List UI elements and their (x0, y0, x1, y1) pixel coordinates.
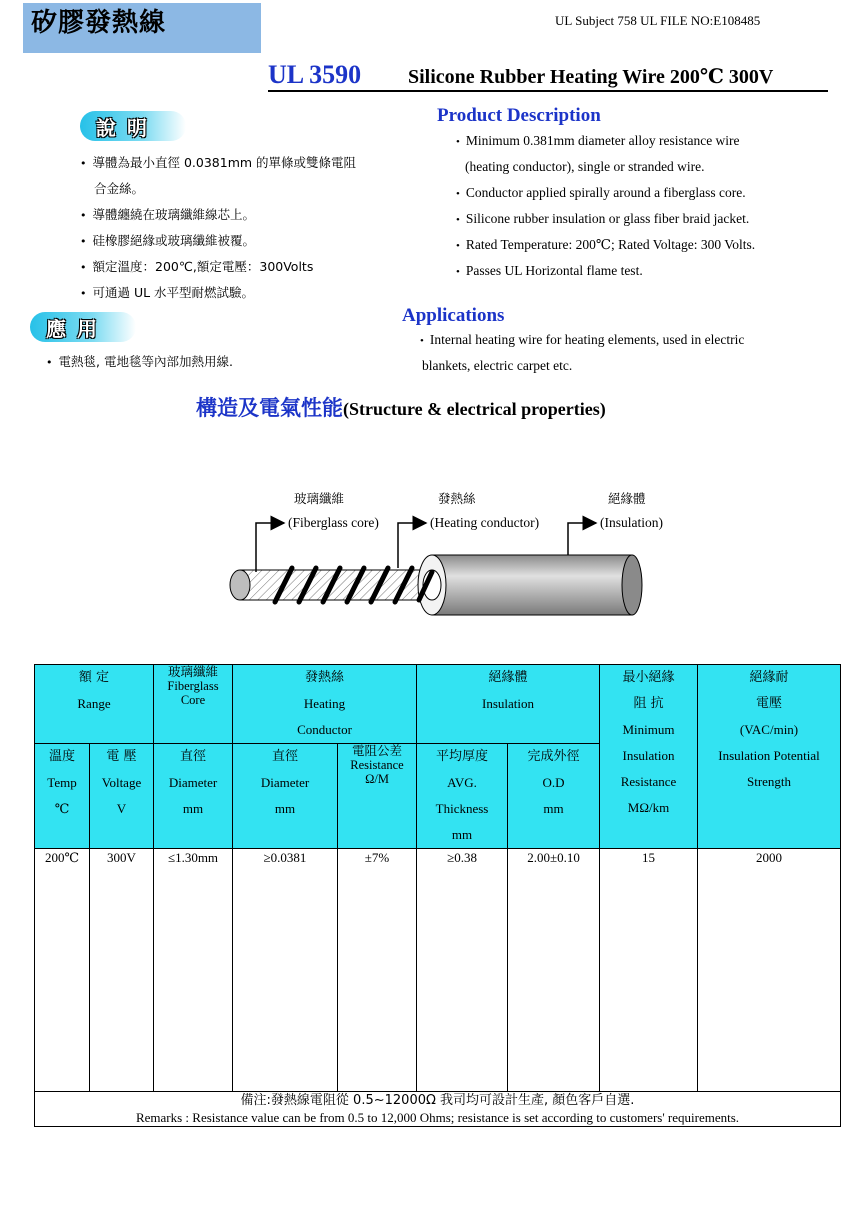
wire-structure-diagram (220, 510, 650, 630)
insulation-label-en: (Insulation) (600, 515, 663, 530)
potential-value: 2000 (698, 849, 841, 1092)
fiberglass-label-en: (Fiberglass core) (288, 515, 379, 530)
en-desc-item: • Passes UL Horizontal flame test. (456, 263, 643, 278)
insulation-header: 絕緣體 Insulation (417, 665, 600, 744)
conductor-diameter-header: 直徑 Diameter mm (233, 744, 338, 849)
insulation-label-zh: 絕緣體 (608, 491, 646, 506)
remarks-row (35, 1092, 841, 1127)
remarks-en: Remarks : Resistance value can be from 0.5 to 12,000 Ohms; resistance is set according to customers' requirements. (135, 1110, 740, 1125)
zh-desc-item: • 導體為最小直徑 0.0381mm 的單條或雙條電阻 (80, 155, 357, 170)
en-desc-item: • Minimum 0.381mm diameter alloy resistance wire (456, 133, 740, 148)
en-desc-item: (heating conductor), single or stranded wire. (465, 159, 705, 174)
fiberglass-label-zh: 玻璃纖維 (294, 491, 345, 506)
min-resistance-value: 15 (600, 849, 698, 1092)
en-app-item: blankets, electric carpet etc. (422, 358, 573, 373)
structure-title: 構造及電氣性能(Structure & electrical properties) (196, 396, 606, 420)
range-header: 額 定 Range (35, 665, 154, 744)
table-row (35, 849, 841, 1092)
conductor-diameter-value: ≥0.0381 (233, 849, 338, 1092)
zh-desc-item: • 額定溫度：200℃,額定電壓：300Volts (80, 259, 314, 274)
heating-label-en: (Heating conductor) (430, 515, 540, 530)
zh-app-item: • 電熱毯, 電地毯等內部加熱用線. (46, 354, 233, 369)
ul-file-reference: UL Subject 758 UL FILE NO:E108485 (555, 13, 761, 28)
description-zh-heading: 說 明 (96, 116, 149, 140)
insulation-potential-header: 絕緣耐 電壓 (VAC/min) Insulation Potential Strength (698, 665, 841, 849)
od-value: 2.00±0.10 (508, 849, 600, 1092)
applications-en-heading: Applications (402, 305, 505, 326)
zh-desc-item: 合金絲。 (94, 181, 145, 196)
spec-table (34, 664, 841, 1127)
en-desc-item: • Rated Temperature: 200℃; Rated Voltage: 300 Volts. (456, 237, 756, 252)
fiberglass-diameter-header: 直徑 Diameter mm (154, 744, 233, 849)
product-title: Silicone Rubber Heating Wire 200℃ 300V (408, 66, 774, 88)
fiberglass-core-header: 玻璃纖維 Fiberglass Core (154, 665, 233, 744)
title-rule (268, 90, 828, 92)
heating-conductor-header: 發熱絲 Heating Conductor (233, 665, 417, 744)
applications-zh-heading: 應 用 (46, 317, 99, 341)
avg-thickness-header: 平均厚度 AVG. Thickness mm (417, 744, 508, 849)
resistance-tolerance-header: 電阻公差 Resistance Ω/M (338, 744, 417, 849)
remarks-zh: 備注:發熱線電阻從 0.5~12000Ω 我司均可設計生產, 顏色客戶自選. (240, 1093, 635, 1108)
zh-desc-item: • 導體纏繞在玻璃纖維線芯上。 (80, 207, 256, 222)
en-desc-item: • Conductor applied spirally around a fiberglass core. (456, 185, 746, 200)
en-desc-item: • Silicone rubber insulation or glass fiber braid jacket. (456, 211, 750, 226)
temp-value: 200℃ (35, 849, 90, 1092)
min-insulation-resistance-header: 最小絕緣 阻 抗 Minimum Insulation Resistance MΩ/km (600, 665, 698, 849)
en-app-item: • Internal heating wire for heating elements, used in electric (420, 332, 745, 347)
resistance-tolerance-value: ±7% (338, 849, 417, 1092)
table-header-row (35, 665, 841, 744)
fiberglass-diameter-value: ≤1.30mm (154, 849, 233, 1092)
description-en-heading: Product Description (437, 105, 601, 126)
remarks-cell (35, 1092, 841, 1127)
temp-header: 溫度 Temp ℃ (35, 744, 90, 849)
banner-title: 矽膠發熱線 (31, 8, 167, 38)
product-code: UL 3590 (268, 60, 362, 89)
zh-desc-item: • 可通過 UL 水平型耐燃試驗。 (80, 285, 255, 300)
avg-thickness-value: ≥0.38 (417, 849, 508, 1092)
insulation-jacket (418, 555, 642, 615)
heating-label-zh: 發熱絲 (438, 491, 476, 506)
od-header: 完成外徑 O.D mm (508, 744, 600, 849)
zh-desc-item: • 硅橡膠絕緣或玻璃纖維被覆。 (80, 233, 256, 248)
voltage-header: 電 壓 Voltage V (90, 744, 154, 849)
voltage-value: 300V (90, 849, 154, 1092)
